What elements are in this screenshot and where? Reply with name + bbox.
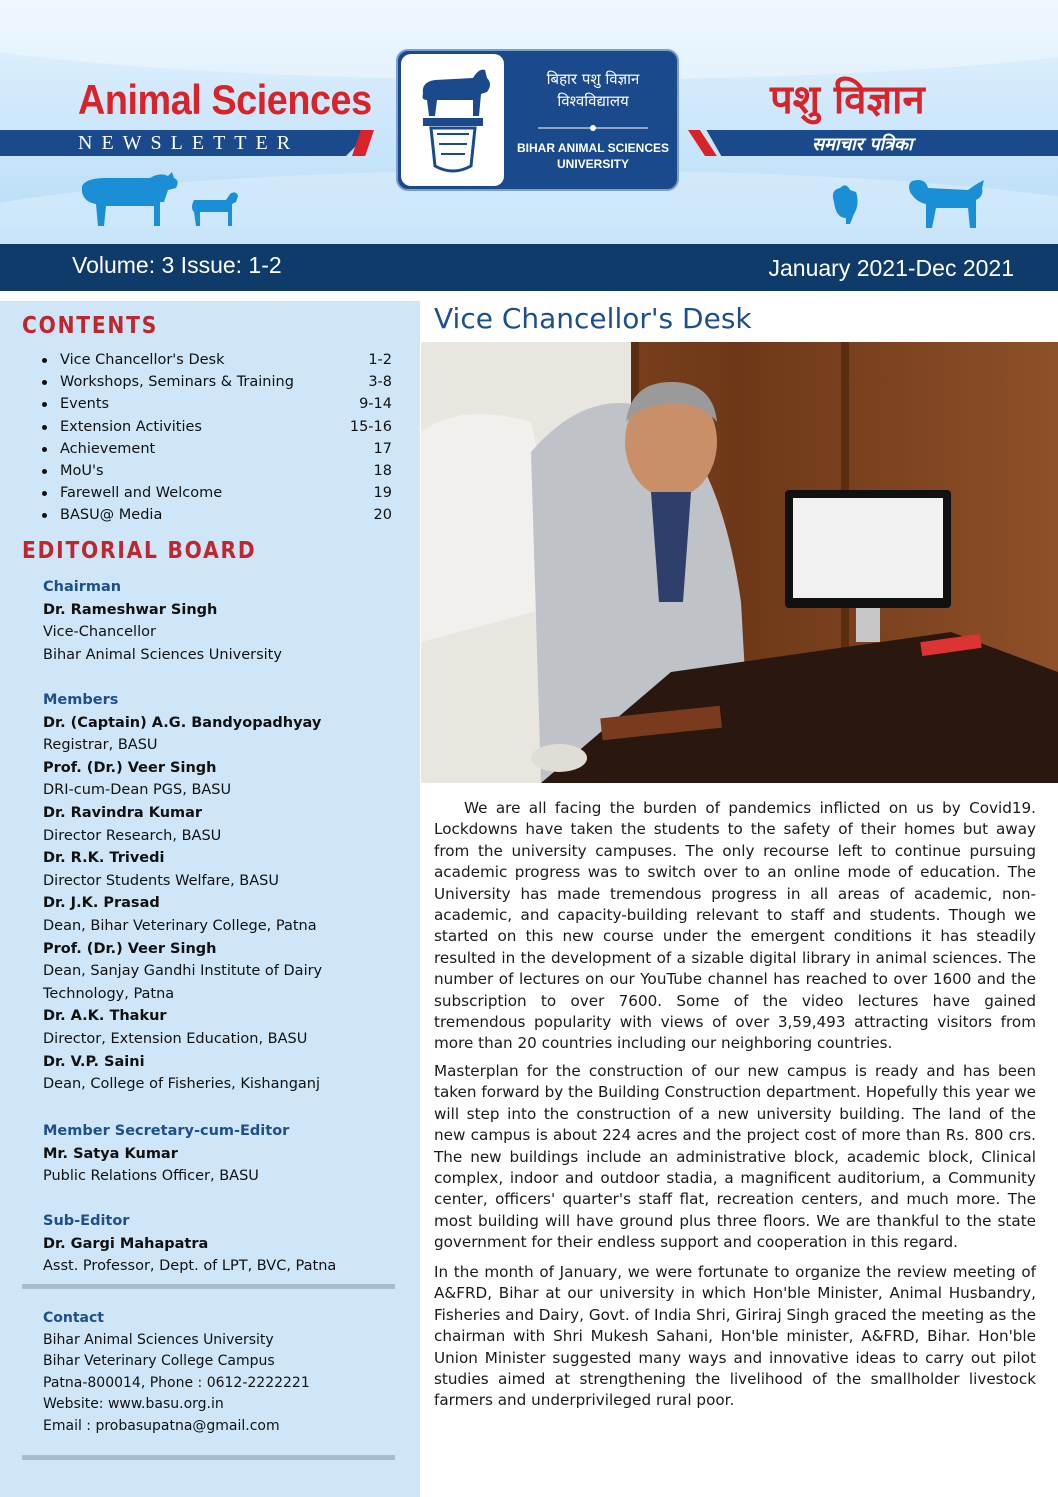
bull-emblem-icon	[401, 54, 504, 186]
contents-item: Achievement 17	[40, 440, 394, 462]
vice-chancellor-photo-illustration	[421, 342, 1058, 783]
member-title: Dean, Bihar Veterinary College, Patna	[43, 917, 317, 934]
secretary-label: Member Secretary-cum-Editor	[43, 1123, 290, 1139]
member-name: Dr. (Captain) A.G. Bandyopadhyay	[43, 714, 322, 731]
member-name: Dr. Ravindra Kumar	[43, 804, 203, 821]
chairman-block	[43, 576, 403, 666]
university-logo-box	[396, 49, 679, 191]
contents-item: Workshops, Seminars & Training 3-8	[40, 373, 394, 395]
editorial-board-heading: EDITORIAL BOARD	[22, 538, 257, 564]
member-title: Dean, Sanjay Gandhi Institute of Dairy Technology, Patna	[43, 963, 323, 1002]
chairman-org: Bihar Animal Sciences University	[43, 646, 282, 663]
chairman-title: Vice-Chancellor	[43, 624, 156, 641]
contents-item: Events 9-14	[40, 395, 394, 417]
newsletter-title-hindi: पशु विज्ञान	[770, 77, 925, 123]
subeditor-label: Sub-Editor	[43, 1213, 130, 1229]
sidebar-divider	[22, 1284, 395, 1289]
volume-issue: Volume: 3 Issue: 1-2	[72, 252, 282, 278]
member-name: Dr. R.K. Trivedi	[43, 850, 165, 867]
subeditor-name: Dr. Gargi Mahapatra	[43, 1235, 209, 1252]
member-name: Dr. V.P. Saini	[43, 1053, 145, 1070]
contents-heading: CONTENTS	[22, 313, 159, 339]
contact-line: Bihar Veterinary College Campus	[43, 1353, 275, 1369]
logo-english-line-1: BIHAR ANIMAL SCIENCES	[516, 141, 669, 155]
vc-paragraph-2: Masterplan for the construction of our new campus is ready and has been taken forward by the Building Construction department. Hopefully this year we will step into the construction of a new university building. The land of the new campus is about 224 acres and the project cost of more than Rs. 800 crs. The new buildings include an administrative block, academic block, Clinical complex, indoor and outdoor stadia, a magnificent auditorium, a Community center, officers' quarter's staff flat, recreation centers, and much more. The most building will have ground plus three floors. We are thankful to the state government for their endless support and cooperation in this regard.	[434, 1062, 1036, 1252]
newsletter-subtitle-hindi: समाचार पत्रिका	[812, 134, 913, 155]
member-title: Registrar, BASU	[43, 737, 158, 754]
contact-website: Website: www.basu.org.in	[43, 1396, 224, 1412]
contact-line: Patna-800014, Phone : 0612-2222221	[43, 1374, 310, 1391]
contact-label: Contact	[43, 1310, 104, 1326]
member-title: Director, Extension Education, BASU	[43, 1030, 308, 1047]
logo-english-line-2: UNIVERSITY	[556, 157, 629, 171]
contents-item: Vice Chancellor's Desk 1-2	[40, 351, 394, 373]
vice-chancellor-photo	[421, 342, 1058, 783]
contents-item: MoU's 18	[40, 462, 394, 484]
sidebar-divider	[22, 1455, 395, 1460]
newsletter-title-english: Animal Sciences	[78, 76, 372, 123]
contents-list	[40, 351, 394, 529]
university-emblem	[401, 54, 504, 186]
secretary-title: Public Relations Officer, BASU	[43, 1168, 259, 1185]
secretary-name: Mr. Satya Kumar	[43, 1145, 178, 1162]
vc-paragraph-1: We are all facing the burden of pandemics inflicted on us by Covid19. Lockdowns have taken the students to the safety of their homes but away from the university campuses. The only recourse left to continue pursuing academic progress was to switch over to an online mode of education. The University has made tremendous progress in all areas of academic, non-academic, and capacity-building relevant to staff and students. Though we started on this new course under the emergent conditions it has steadily resulted in the development of a sizable digital library in animal sciences. The number of lectures on our YouTube channel has reached to over 1600 and the subscription to over 7600. Some of the video lectures have gained tremendous popularity with views of over 3,59,493 attracting visitors from more than 20 countries including our neighboring countries.	[434, 799, 1036, 1053]
chairman-label: Chairman	[43, 579, 122, 595]
logo-hindi-line-2: विश्वविद्यालय	[557, 92, 629, 110]
issue-period: January 2021-Dec 2021	[768, 255, 1014, 281]
contact-block	[43, 1308, 403, 1437]
member-title: DRI-cum-Dean PGS, BASU	[43, 782, 232, 799]
member-name: Prof. (Dr.) Veer Singh	[43, 759, 217, 776]
members-block	[43, 689, 403, 1096]
member-title: Director Research, BASU	[43, 827, 222, 844]
member-name: Prof. (Dr.) Veer Singh	[43, 940, 217, 957]
member-name: Dr. J.K. Prasad	[43, 895, 160, 912]
contact-line: Bihar Animal Sciences University	[43, 1331, 274, 1348]
subeditor-block	[43, 1210, 403, 1278]
members-label: Members	[43, 692, 119, 708]
contents-item: BASU@ Media 20	[40, 506, 394, 528]
subeditor-title: Asst. Professor, Dept. of LPT, BVC, Patna	[43, 1258, 337, 1275]
member-title: Dean, College of Fisheries, Kishanganj	[43, 1076, 321, 1093]
hen-and-dog-icon	[824, 174, 994, 234]
cow-and-goat-icon	[76, 168, 246, 232]
contact-email: Email : probasupatna@gmail.com	[43, 1417, 280, 1434]
masthead	[0, 0, 1058, 244]
contents-item: Extension Activities 15-16	[40, 418, 394, 440]
secretary-block	[43, 1120, 403, 1188]
logo-hindi-line-1: बिहार पशु विज्ञान	[546, 70, 640, 88]
member-title: Director Students Welfare, BASU	[43, 872, 279, 889]
newsletter-subtitle-english: NEWSLETTER	[78, 132, 300, 154]
section-title: Vice Chancellor's Desk	[434, 302, 752, 335]
vc-paragraph-3: In the month of January, we were fortunate to organize the review meeting of A&FRD, Bihar at our university in which Hon'ble Minister, Animal Husbandry, Fisheries and Dairy, Govt. of India Shri, Giriraj Singh graced the meeting as the chairman with Shri Mukesh Sahani, Hon'ble minister, A&FRD, Bihar. Hon'ble Union Minister suggested many ways and innovative ideas to carry out pilot studies aimed at strengthening the livelihood of the smallholder livestock farmers and underprivileged rural poor.	[434, 1263, 1036, 1410]
ornamental-divider	[538, 123, 648, 133]
member-name: Dr. A.K. Thakur	[43, 1008, 167, 1025]
chairman-name: Dr. Rameshwar Singh	[43, 601, 218, 618]
contents-item: Farewell and Welcome 19	[40, 484, 394, 506]
